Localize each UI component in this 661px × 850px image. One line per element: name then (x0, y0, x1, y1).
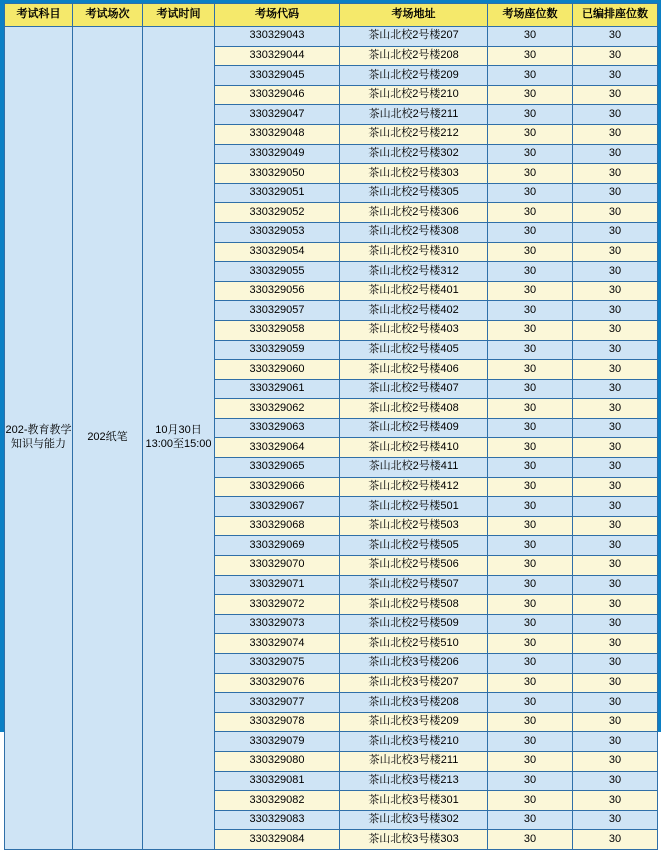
cell-room-address: 茶山北校2号楼503 (340, 516, 488, 536)
cell-assigned-seat-count: 30 (573, 751, 658, 771)
cell-room-address: 茶山北校2号楼410 (340, 438, 488, 458)
cell-room-code: 330329046 (215, 85, 340, 105)
cell-assigned-seat-count: 30 (573, 712, 658, 732)
cell-room-code: 330329065 (215, 458, 340, 478)
cell-assigned-seat-count: 30 (573, 105, 658, 125)
cell-room-address: 茶山北校2号楼312 (340, 262, 488, 282)
cell-room-code: 330329076 (215, 673, 340, 693)
cell-seat-count: 30 (488, 712, 573, 732)
cell-room-address: 茶山北校3号楼208 (340, 693, 488, 713)
cell-room-address: 茶山北校2号楼501 (340, 497, 488, 517)
cell-seat-count: 30 (488, 673, 573, 693)
cell-assigned-seat-count: 30 (573, 654, 658, 674)
cell-assigned-seat-count: 30 (573, 575, 658, 595)
cell-assigned-seat-count: 30 (573, 203, 658, 223)
table-row (5, 27, 658, 47)
cell-assigned-seat-count: 30 (573, 222, 658, 242)
cell-assigned-seat-count: 30 (573, 281, 658, 301)
cell-seat-count: 30 (488, 124, 573, 144)
table-body (5, 27, 658, 850)
cell-seat-count: 30 (488, 556, 573, 576)
cell-assigned-seat-count: 30 (573, 27, 658, 47)
cell-assigned-seat-count: 30 (573, 556, 658, 576)
cell-room-address: 茶山北校3号楼206 (340, 654, 488, 674)
cell-assigned-seat-count: 30 (573, 340, 658, 360)
cell-seat-count: 30 (488, 751, 573, 771)
cell-room-address: 茶山北校2号楼506 (340, 556, 488, 576)
cell-seat-count: 30 (488, 281, 573, 301)
cell-seat-count: 30 (488, 222, 573, 242)
cell-seat-count: 30 (488, 164, 573, 184)
cell-room-address: 茶山北校2号楼401 (340, 281, 488, 301)
cell-seat-count: 30 (488, 27, 573, 47)
cell-assigned-seat-count: 30 (573, 144, 658, 164)
cell-seat-count: 30 (488, 810, 573, 830)
cell-assigned-seat-count: 30 (573, 477, 658, 497)
cell-room-address: 茶山北校2号楼405 (340, 340, 488, 360)
cell-room-address: 茶山北校2号楼408 (340, 399, 488, 419)
cell-room-address: 茶山北校2号楼212 (340, 124, 488, 144)
cell-room-code: 330329079 (215, 732, 340, 752)
header-room-code: 考场代码 (215, 4, 340, 27)
cell-seat-count: 30 (488, 771, 573, 791)
cell-room-code: 330329050 (215, 164, 340, 184)
cell-seat-count: 30 (488, 340, 573, 360)
cell-room-address: 茶山北校2号楼306 (340, 203, 488, 223)
cell-room-code: 330329077 (215, 693, 340, 713)
cell-room-address: 茶山北校2号楼508 (340, 595, 488, 615)
header-seat-count: 考场座位数 (488, 4, 573, 27)
cell-seat-count: 30 (488, 732, 573, 752)
cell-room-code: 330329055 (215, 262, 340, 282)
cell-seat-count: 30 (488, 262, 573, 282)
cell-seat-count: 30 (488, 830, 573, 850)
cell-assigned-seat-count: 30 (573, 46, 658, 66)
header-session: 考试场次 (73, 4, 143, 27)
cell-room-code: 330329062 (215, 399, 340, 419)
cell-room-address: 茶山北校2号楼302 (340, 144, 488, 164)
cell-room-address: 茶山北校2号楼209 (340, 66, 488, 86)
cell-seat-count: 30 (488, 183, 573, 203)
cell-room-address: 茶山北校2号楼507 (340, 575, 488, 595)
cell-room-address: 茶山北校3号楼210 (340, 732, 488, 752)
cell-seat-count: 30 (488, 536, 573, 556)
cell-seat-count: 30 (488, 634, 573, 654)
cell-time: 10月30日13:00至15:00 (143, 27, 215, 850)
cell-room-code: 330329056 (215, 281, 340, 301)
cell-assigned-seat-count: 30 (573, 399, 658, 419)
cell-assigned-seat-count: 30 (573, 614, 658, 634)
cell-room-address: 茶山北校2号楼409 (340, 418, 488, 438)
cell-seat-count: 30 (488, 85, 573, 105)
cell-seat-count: 30 (488, 458, 573, 478)
cell-assigned-seat-count: 30 (573, 320, 658, 340)
cell-room-code: 330329068 (215, 516, 340, 536)
cell-room-code: 330329069 (215, 536, 340, 556)
cell-assigned-seat-count: 30 (573, 634, 658, 654)
cell-seat-count: 30 (488, 516, 573, 536)
cell-assigned-seat-count: 30 (573, 810, 658, 830)
cell-room-code: 330329057 (215, 301, 340, 321)
cell-room-code: 330329081 (215, 771, 340, 791)
cell-assigned-seat-count: 30 (573, 124, 658, 144)
cell-assigned-seat-count: 30 (573, 183, 658, 203)
cell-room-code: 330329049 (215, 144, 340, 164)
cell-room-address: 茶山北校2号楼208 (340, 46, 488, 66)
cell-assigned-seat-count: 30 (573, 673, 658, 693)
cell-assigned-seat-count: 30 (573, 458, 658, 478)
cell-room-code: 330329044 (215, 46, 340, 66)
table-header (5, 4, 658, 27)
header-room-address: 考场地址 (340, 4, 488, 27)
cell-seat-count: 30 (488, 693, 573, 713)
cell-room-address: 茶山北校3号楼303 (340, 830, 488, 850)
cell-room-address: 茶山北校2号楼407 (340, 379, 488, 399)
cell-room-code: 330329078 (215, 712, 340, 732)
cell-room-address: 茶山北校2号楼303 (340, 164, 488, 184)
cell-room-address: 茶山北校2号楼509 (340, 614, 488, 634)
header-subject: 考试科目 (5, 4, 73, 27)
cell-seat-count: 30 (488, 438, 573, 458)
cell-assigned-seat-count: 30 (573, 732, 658, 752)
header-row (5, 4, 658, 27)
cell-seat-count: 30 (488, 497, 573, 517)
cell-room-code: 330329047 (215, 105, 340, 125)
cell-room-code: 330329082 (215, 791, 340, 811)
cell-room-address: 茶山北校2号楼505 (340, 536, 488, 556)
cell-session: 202纸笔 (73, 27, 143, 850)
cell-room-code: 330329083 (215, 810, 340, 830)
cell-room-code: 330329067 (215, 497, 340, 517)
cell-seat-count: 30 (488, 66, 573, 86)
cell-room-code: 330329084 (215, 830, 340, 850)
cell-assigned-seat-count: 30 (573, 516, 658, 536)
cell-assigned-seat-count: 30 (573, 497, 658, 517)
cell-assigned-seat-count: 30 (573, 66, 658, 86)
cell-room-address: 茶山北校2号楼411 (340, 458, 488, 478)
cell-room-address: 茶山北校2号楼412 (340, 477, 488, 497)
cell-room-address: 茶山北校2号楼305 (340, 183, 488, 203)
cell-seat-count: 30 (488, 379, 573, 399)
cell-room-code: 330329074 (215, 634, 340, 654)
cell-room-code: 330329064 (215, 438, 340, 458)
cell-seat-count: 30 (488, 399, 573, 419)
cell-room-code: 330329073 (215, 614, 340, 634)
cell-room-address: 茶山北校2号楼207 (340, 27, 488, 47)
cell-room-code: 330329061 (215, 379, 340, 399)
cell-room-code: 330329080 (215, 751, 340, 771)
cell-seat-count: 30 (488, 791, 573, 811)
cell-room-address: 茶山北校2号楼403 (340, 320, 488, 340)
cell-seat-count: 30 (488, 105, 573, 125)
cell-room-address: 茶山北校2号楼308 (340, 222, 488, 242)
cell-seat-count: 30 (488, 242, 573, 262)
cell-assigned-seat-count: 30 (573, 242, 658, 262)
cell-assigned-seat-count: 30 (573, 85, 658, 105)
cell-room-address: 茶山北校2号楼211 (340, 105, 488, 125)
cell-seat-count: 30 (488, 575, 573, 595)
cell-seat-count: 30 (488, 203, 573, 223)
cell-room-code: 330329052 (215, 203, 340, 223)
cell-room-code: 330329045 (215, 66, 340, 86)
cell-room-address: 茶山北校3号楼213 (340, 771, 488, 791)
cell-room-address: 茶山北校3号楼209 (340, 712, 488, 732)
cell-assigned-seat-count: 30 (573, 438, 658, 458)
cell-room-address: 茶山北校2号楼510 (340, 634, 488, 654)
cell-assigned-seat-count: 30 (573, 418, 658, 438)
cell-assigned-seat-count: 30 (573, 595, 658, 615)
cell-assigned-seat-count: 30 (573, 262, 658, 282)
cell-room-code: 330329063 (215, 418, 340, 438)
cell-assigned-seat-count: 30 (573, 301, 658, 321)
header-time: 考试时间 (143, 4, 215, 27)
cell-room-code: 330329058 (215, 320, 340, 340)
cell-assigned-seat-count: 30 (573, 360, 658, 380)
cell-assigned-seat-count: 30 (573, 693, 658, 713)
cell-assigned-seat-count: 30 (573, 830, 658, 850)
cell-room-address: 茶山北校3号楼301 (340, 791, 488, 811)
cell-room-code: 330329071 (215, 575, 340, 595)
cell-room-address: 茶山北校3号楼207 (340, 673, 488, 693)
cell-room-code: 330329043 (215, 27, 340, 47)
cell-assigned-seat-count: 30 (573, 536, 658, 556)
cell-room-address: 茶山北校2号楼406 (340, 360, 488, 380)
cell-assigned-seat-count: 30 (573, 771, 658, 791)
cell-seat-count: 30 (488, 360, 573, 380)
cell-room-code: 330329075 (215, 654, 340, 674)
cell-seat-count: 30 (488, 320, 573, 340)
cell-room-code: 330329066 (215, 477, 340, 497)
cell-room-code: 330329048 (215, 124, 340, 144)
cell-room-code: 330329053 (215, 222, 340, 242)
cell-room-address: 茶山北校3号楼211 (340, 751, 488, 771)
exam-room-table (4, 3, 658, 850)
cell-seat-count: 30 (488, 614, 573, 634)
header-assigned-seat-count: 已编排座位数 (573, 4, 658, 27)
cell-seat-count: 30 (488, 418, 573, 438)
cell-subject: 202-教育教学知识与能力 (5, 27, 73, 850)
cell-room-address: 茶山北校2号楼310 (340, 242, 488, 262)
cell-room-address: 茶山北校2号楼210 (340, 85, 488, 105)
cell-seat-count: 30 (488, 654, 573, 674)
cell-room-code: 330329060 (215, 360, 340, 380)
cell-seat-count: 30 (488, 301, 573, 321)
cell-room-code: 330329051 (215, 183, 340, 203)
cell-room-code: 330329054 (215, 242, 340, 262)
cell-room-code: 330329070 (215, 556, 340, 576)
cell-seat-count: 30 (488, 46, 573, 66)
cell-seat-count: 30 (488, 477, 573, 497)
cell-seat-count: 30 (488, 144, 573, 164)
cell-room-code: 330329059 (215, 340, 340, 360)
cell-room-code: 330329072 (215, 595, 340, 615)
cell-room-address: 茶山北校2号楼402 (340, 301, 488, 321)
cell-room-address: 茶山北校3号楼302 (340, 810, 488, 830)
cell-assigned-seat-count: 30 (573, 791, 658, 811)
cell-seat-count: 30 (488, 595, 573, 615)
cell-assigned-seat-count: 30 (573, 379, 658, 399)
cell-assigned-seat-count: 30 (573, 164, 658, 184)
